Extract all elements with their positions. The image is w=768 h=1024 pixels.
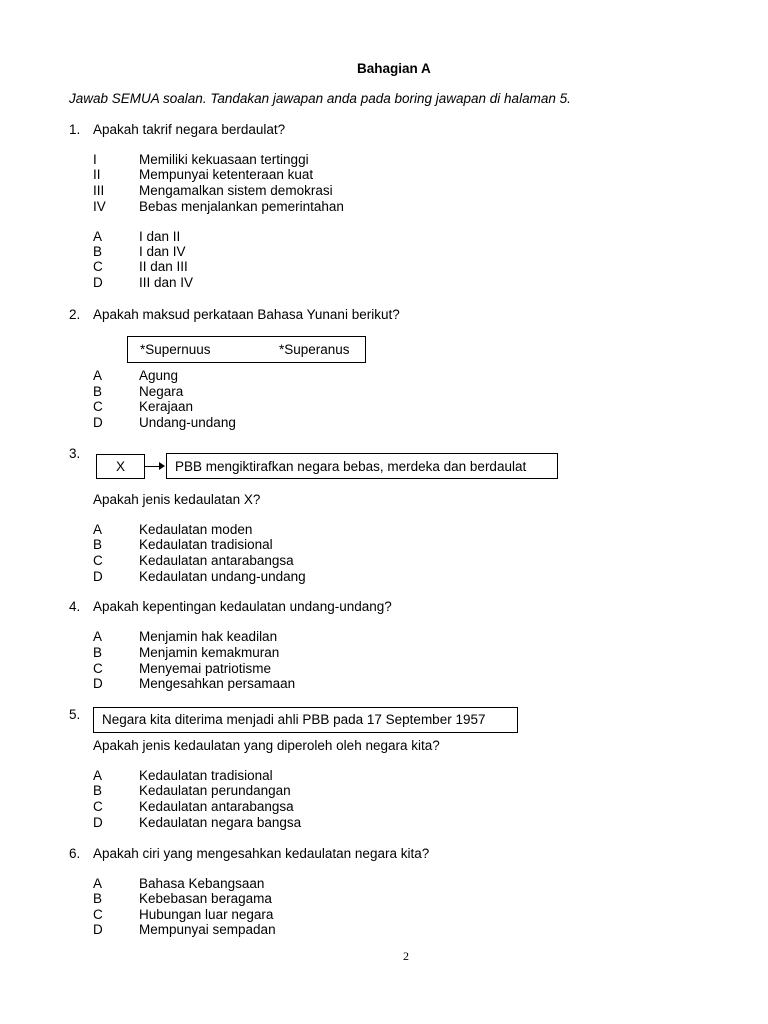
statement-label: III [93,183,105,198]
option-text: Kedaulatan tradisional [139,768,273,783]
question-number: 6. [69,846,81,861]
option-label: A [93,229,103,244]
question-text: Apakah takrif negara berdaulat? [93,122,286,137]
option-label: B [93,384,103,399]
question-number: 1. [69,122,81,137]
option-label: C [93,907,103,922]
question-number: 4. [69,599,81,614]
greek-word: *Superanus [279,342,350,357]
option-text: Kerajaan [139,399,194,414]
question-text: Apakah maksud perkataan Bahasa Yunani berikut? [93,307,400,322]
option-text: II dan III [139,259,188,274]
question-number: 5. [69,707,81,722]
option-label: B [93,537,103,552]
option-text: Hubungan luar negara [139,907,274,922]
greek-word: *Supernuus [140,342,211,357]
option-label: D [93,815,103,830]
statement-label: II [93,167,101,182]
option-label: C [93,799,103,814]
statement-text: Memiliki kekuasaan tertinggi [139,152,309,167]
statement-box-text: Negara kita diterima menjadi ahli PBB pada 17 September 1957 [102,712,486,727]
option-label: B [93,783,103,798]
page-number: 2 [403,949,409,963]
arrow-line [145,466,159,467]
statement-label: IV [93,199,106,214]
option-label: D [93,676,103,691]
option-label: C [93,661,103,676]
option-text: Kedaulatan antarabangsa [139,553,294,568]
option-label: A [93,876,103,891]
option-label: D [93,275,103,290]
option-label: B [93,645,103,660]
option-text: Kedaulatan antarabangsa [139,799,294,814]
option-text: Kedaulatan tradisional [139,537,273,552]
arrow-right-icon [159,462,165,470]
option-text: Kedaulatan moden [139,522,253,537]
option-label: C [93,259,103,274]
option-text: Kedaulatan undang-undang [139,569,306,584]
question-text: Apakah jenis kedaulatan yang diperoleh oleh negara kita? [93,738,440,753]
option-text: Kedaulatan perundangan [139,783,291,798]
statement-box-text: PBB mengiktirafkan negara bebas, merdeka dan berdaulat [175,459,527,474]
option-text: Menyemai patriotisme [139,661,272,676]
x-label: X [115,459,125,474]
option-text: Kedaulatan negara bangsa [139,815,302,830]
option-text: Mempunyai sempadan [139,922,276,937]
statement-label: I [93,152,97,167]
option-text: I dan IV [139,244,186,259]
option-text: Kebebasan beragama [139,891,272,906]
option-text: Menjamin hak keadilan [139,629,278,644]
question-text: Apakah kepentingan kedaulatan undang-undang? [93,599,392,614]
option-label: A [93,768,103,783]
option-label: A [93,629,103,644]
option-text: Menjamin kemakmuran [139,645,280,660]
page-heading: Bahagian A [357,61,431,76]
option-text: Agung [139,368,179,383]
option-label: B [93,244,103,259]
option-label: C [93,399,103,414]
question-number: 2. [69,307,81,322]
question-text: Apakah ciri yang mengesahkan kedaulatan negara kita? [93,846,430,861]
option-text: Mengesahkan persamaan [139,676,296,691]
option-label: D [93,569,103,584]
option-text: Undang-undang [139,415,236,430]
option-label: D [93,415,103,430]
option-label: A [93,368,103,383]
option-label: C [93,553,103,568]
option-label: A [93,522,103,537]
question-text: Apakah jenis kedaulatan X? [93,492,261,507]
statement-text: Bebas menjalankan pemerintahan [139,199,344,214]
option-label: D [93,922,103,937]
option-text: Bahasa Kebangsaan [139,876,265,891]
option-label: B [93,891,103,906]
option-text: III dan IV [139,275,194,290]
option-text: I dan II [139,229,181,244]
option-text: Negara [139,384,184,399]
statement-text: Mempunyai ketenteraan kuat [139,167,314,182]
question-number: 3. [69,446,81,461]
instruction-text: Jawab SEMUA soalan. Tandakan jawapan anda pada boring jawapan di halaman 5. [69,91,571,106]
statement-text: Mengamalkan sistem demokrasi [139,183,333,198]
